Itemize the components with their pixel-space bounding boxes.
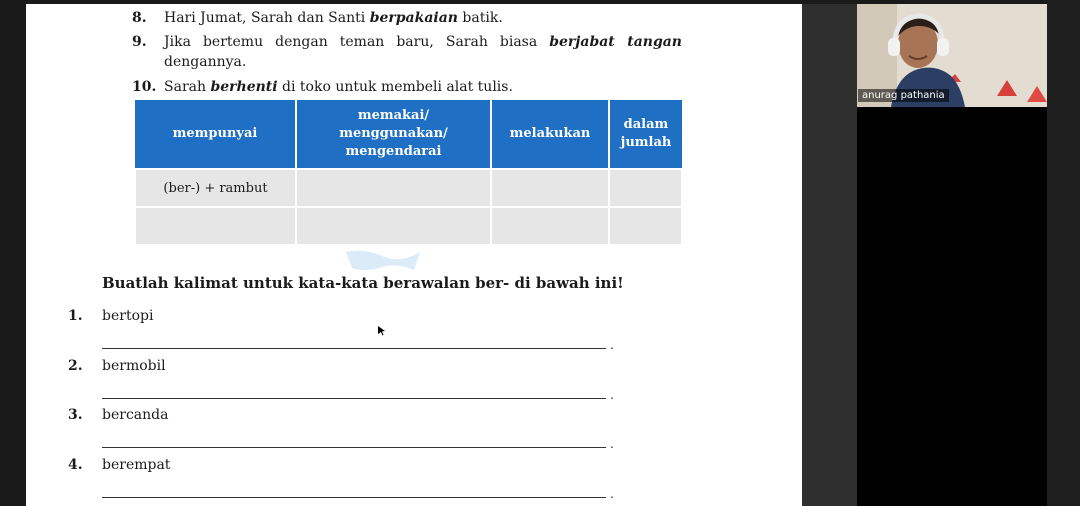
header-memakai: memakai/ menggunakan/ mengendarai bbox=[296, 100, 491, 169]
line-period: . bbox=[610, 437, 614, 451]
exercise-number: 4. bbox=[68, 457, 83, 473]
right-edge-frame bbox=[1047, 0, 1080, 506]
mouse-pointer-icon bbox=[378, 326, 386, 336]
item-text: Jika bertemu dengan teman baru, Sarah biasa bbox=[164, 34, 550, 50]
exercise-word: bermobil bbox=[102, 358, 166, 374]
table-cell bbox=[609, 207, 682, 245]
answer-line bbox=[102, 348, 606, 349]
list-item-8 bbox=[132, 8, 732, 28]
exercise-item-2 bbox=[68, 358, 628, 404]
item-number: 8. bbox=[132, 10, 147, 26]
answer-line bbox=[102, 398, 606, 399]
exercise-number: 2. bbox=[68, 358, 83, 374]
table-cell bbox=[491, 207, 609, 245]
exercise-item-3 bbox=[68, 407, 628, 453]
table-row bbox=[135, 207, 682, 245]
item-text: Sarah bbox=[164, 79, 211, 95]
table-cell bbox=[491, 169, 609, 207]
participant-name-label: anurag pathania bbox=[858, 89, 949, 102]
list-item-9 bbox=[132, 32, 692, 74]
exercise-word: bertopi bbox=[102, 308, 154, 324]
watermark-shape bbox=[344, 248, 422, 272]
item-emphasis: berpakaian bbox=[369, 10, 458, 26]
answer-line bbox=[102, 447, 606, 448]
exercise-word: bercanda bbox=[102, 407, 169, 423]
item-continuation: dengannya. bbox=[164, 54, 247, 70]
item-text: Hari Jumat, Sarah dan Santi bbox=[164, 10, 370, 26]
exercise-number: 1. bbox=[68, 308, 83, 324]
line-period: . bbox=[610, 388, 614, 402]
table-cell: (ber-) + rambut bbox=[135, 169, 296, 207]
instruction-heading: Buatlah kalimat untuk kata-kata berawalan ber- di bawah ini! bbox=[102, 274, 624, 292]
item-number: 10. bbox=[132, 79, 157, 95]
table-cell bbox=[135, 207, 296, 245]
list-item-10 bbox=[132, 77, 732, 97]
table-cell bbox=[296, 207, 491, 245]
video-side-panel bbox=[802, 4, 857, 506]
header-melakukan: melakukan bbox=[491, 100, 609, 169]
line-period: . bbox=[610, 487, 614, 501]
item-emphasis: berjabat tangan bbox=[549, 34, 682, 50]
header-mempunyai: mempunyai bbox=[135, 100, 296, 169]
exercise-word: berempat bbox=[102, 457, 171, 473]
exercise-number: 3. bbox=[68, 407, 83, 423]
item-text-end: batik. bbox=[457, 10, 503, 26]
header-dalam-jumlah: dalam jumlah bbox=[609, 100, 682, 169]
item-text-end: di toko untuk membeli alat tulis. bbox=[277, 79, 513, 95]
exercise-item-4 bbox=[68, 457, 628, 503]
shared-document bbox=[26, 4, 802, 506]
item-number: 9. bbox=[132, 34, 147, 50]
line-period: . bbox=[610, 338, 614, 352]
item-emphasis: berhenti bbox=[210, 79, 278, 95]
table-cell bbox=[609, 169, 682, 207]
answer-line bbox=[102, 497, 606, 498]
table-row bbox=[135, 169, 682, 207]
category-table bbox=[134, 100, 683, 246]
table-cell bbox=[296, 169, 491, 207]
table-header-row bbox=[135, 100, 682, 169]
exercise-item-1 bbox=[68, 308, 628, 354]
